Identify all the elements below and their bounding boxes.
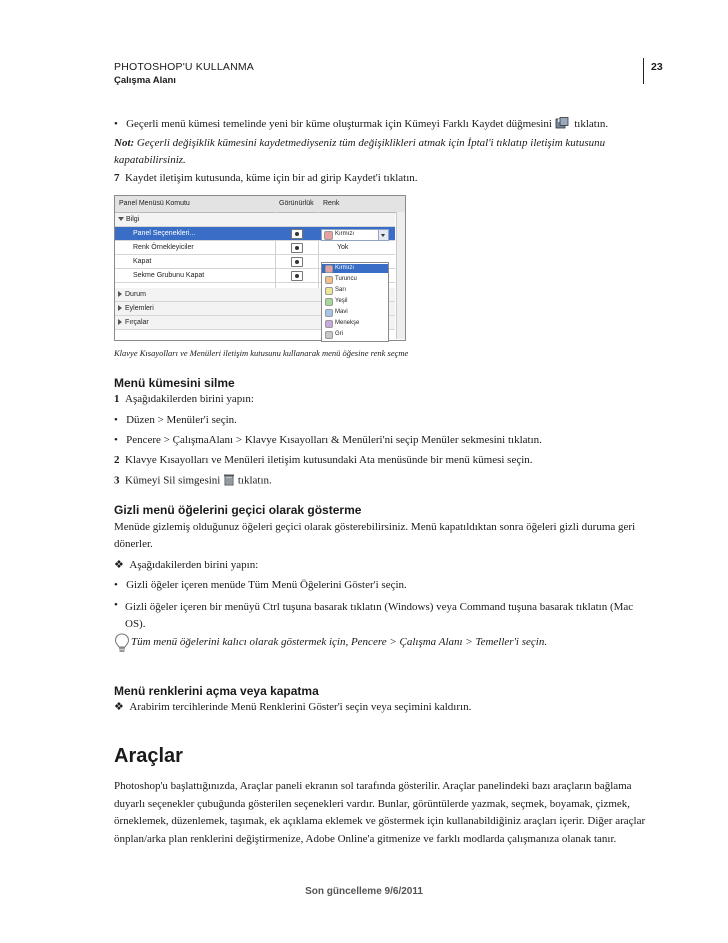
page-number: 23 xyxy=(651,61,663,73)
table-header xyxy=(115,196,405,213)
footer-last-updated: Son güncelleme 9/6/2011 xyxy=(305,886,423,897)
table-row[interactable]: Kapat xyxy=(115,255,395,269)
running-header-subtitle: Çalışma Alanı xyxy=(114,75,176,86)
note-label: Not: xyxy=(114,137,135,149)
group-row-bilgi[interactable]: Bilgi xyxy=(115,213,395,227)
delete-bullet-2: • Pencere > ÇalışmaAlanı > Klavye Kısayolları & Menüleri'ni seçip Menüler sekmesini tıklatın. xyxy=(114,434,542,446)
color-swatch xyxy=(325,331,333,339)
header-divider xyxy=(643,58,644,84)
eye-icon[interactable] xyxy=(291,243,303,253)
color-menu xyxy=(321,262,389,342)
section-title-delete-set: Menü kümesini silme xyxy=(114,376,235,390)
bullet-text: Geçerli menü kümesi temelinde yeni bir küme oluşturmak için Kümeyi Farklı Kaydet düğmesini xyxy=(126,118,552,131)
menu-colors-lead: ❖ Arabirim tercihlerinde Menü Renklerini Göster'i seçin veya seçimini kaldırın. xyxy=(114,701,472,713)
delete-bullet-1: • Düzen > Menüler'i seçin. xyxy=(114,414,237,426)
column-header-color: Renk xyxy=(323,200,340,207)
color-menu-item[interactable]: Yeşil xyxy=(322,297,388,306)
hidden-bullet-2-marker: • xyxy=(114,599,118,611)
collapsed-triangle-icon[interactable] xyxy=(118,319,122,325)
dropdown-arrow-icon[interactable] xyxy=(378,230,388,240)
lightbulb-tip-icon xyxy=(114,632,130,659)
color-menu-item[interactable]: Turuncu xyxy=(322,275,388,284)
color-swatch xyxy=(325,320,333,328)
color-swatch xyxy=(325,298,333,306)
color-swatch xyxy=(325,309,333,317)
delete-step-1: 1 Aşağıdakilerden birini yapın: xyxy=(114,393,254,405)
eye-icon[interactable] xyxy=(291,257,303,267)
section-title-hidden-items: Gizli menü öğelerini geçici olarak gösterme xyxy=(114,503,362,517)
delete-step-3: 3 Kümeyi Sil simgesini tıklatın. xyxy=(114,473,272,489)
tip-text: Tüm menü öğelerini kalıcı olarak göstermek için, Pencere > Çalışma Alanı > Temeller'i seçin. xyxy=(131,636,548,648)
eye-icon[interactable] xyxy=(291,229,303,239)
section-title-menu-colors: Menü renklerini açma veya kapatma xyxy=(114,684,319,698)
table-row-selected[interactable]: Panel Seçenekleri... xyxy=(115,227,395,241)
group-row-eylemleri[interactable]: Eylemleri xyxy=(115,302,395,316)
diamond-bullet-icon: ❖ xyxy=(114,559,124,571)
step-7: 7 Kaydet iletişim kutusunda, küme için bir ad girip Kaydet'i tıklatın. xyxy=(114,172,418,184)
color-swatch xyxy=(325,287,333,295)
tools-paragraph: Photoshop'u başlattığınızda, Araçlar paneli ekranın sol tarafında gösterilir. Araçlar panelindeki bazı araçların bağlama duyarlı seçenekler çubuğunda gösterilen seçenekleri vardır. Bunlar, görüntülerde yazmak, seçmek, boyamak, çizmek, örneklemek, düzenlemek, taşımak, ek açıklama eklemek ve göstermek için kullanabildiğiniz araçları içerir. Diğer araçlar önplan/arka plan renklerini değiştirmenize, Adobe Online'a gitmenize ve farklı modlarda çalışmanıza olanak tanır. xyxy=(114,780,646,845)
scrollbar[interactable] xyxy=(396,212,405,339)
running-header-title: PHOTOSHOP'U KULLANMA xyxy=(114,61,255,73)
hidden-lead: ❖ Aşağıdakilerden birini yapın: xyxy=(114,559,259,571)
collapsed-triangle-icon[interactable] xyxy=(118,291,122,297)
color-swatch xyxy=(324,231,333,240)
expand-triangle-icon[interactable] xyxy=(118,217,124,221)
menu-color-dialog-figure xyxy=(114,195,406,341)
color-menu-item[interactable]: Kırmızı xyxy=(322,264,388,273)
color-menu-item[interactable]: Gri xyxy=(322,330,388,339)
hidden-bullet-1: • Gizli öğeler içeren menüde Tüm Menü Öğelerini Göster'i seçin. xyxy=(114,579,407,591)
group-row-fircalar[interactable]: Fırçalar xyxy=(115,316,395,330)
color-dropdown[interactable]: Kırmızı xyxy=(321,229,389,241)
diamond-bullet-icon: ❖ xyxy=(114,701,124,713)
color-menu-item[interactable]: Sarı xyxy=(322,286,388,295)
color-swatch xyxy=(325,265,333,273)
hidden-bullet-2: Gizli öğeler içeren bir menüyü Ctrl tuşuna basarak tıklatın (Windows) veya Command tuşuna basarak tıklatın (Mac OS). xyxy=(125,601,634,630)
figure-caption: Klavye Kısayolları ve Menüleri iletişim kutusunu kullanarak menü öğesine renk seçme xyxy=(114,348,409,358)
color-menu-item[interactable]: Mavi xyxy=(322,308,388,317)
table-row[interactable]: Renk Örnekleyiciler Yok xyxy=(115,241,395,255)
save-set-as-icon xyxy=(555,117,569,132)
group-row-durum[interactable]: Durum xyxy=(115,288,395,302)
bullet-save-as: • Geçerli menü kümesi temelinde yeni bir küme oluşturmak için Kümeyi Farklı Kaydet düğmesini tıklatın. xyxy=(114,118,609,131)
delete-step-2: 2 Klavye Kısayolları ve Menüleri iletişim kutusundaki Ata menüsünde bir menü kümesi seçin. xyxy=(114,454,533,466)
column-header-command: Panel Menüsü Komutu xyxy=(119,200,190,207)
table-row[interactable]: Sekme Grubunu Kapat xyxy=(115,269,395,283)
eye-icon[interactable] xyxy=(291,271,303,281)
column-header-visibility: Görünürlük xyxy=(279,200,314,207)
note-paragraph: Not: Geçerli değişiklik kümesini kaydetmediyseniz tüm değişiklikleri atmak için İptal'i tıklatıp iletişim kutusunu kapatabilirsiniz. xyxy=(114,137,606,166)
trash-icon xyxy=(223,473,235,489)
color-swatch xyxy=(325,276,333,284)
collapsed-triangle-icon[interactable] xyxy=(118,305,122,311)
color-menu-item[interactable]: Menekşe xyxy=(322,319,388,328)
hidden-intro: Menüde gizlemiş olduğunuz öğeleri geçici olarak gösterebilirsiniz. Menü kapatıldıktan sonra öğeleri gizli duruma geri dönerler. xyxy=(114,521,636,550)
section-title-tools: Araçlar xyxy=(114,745,183,767)
